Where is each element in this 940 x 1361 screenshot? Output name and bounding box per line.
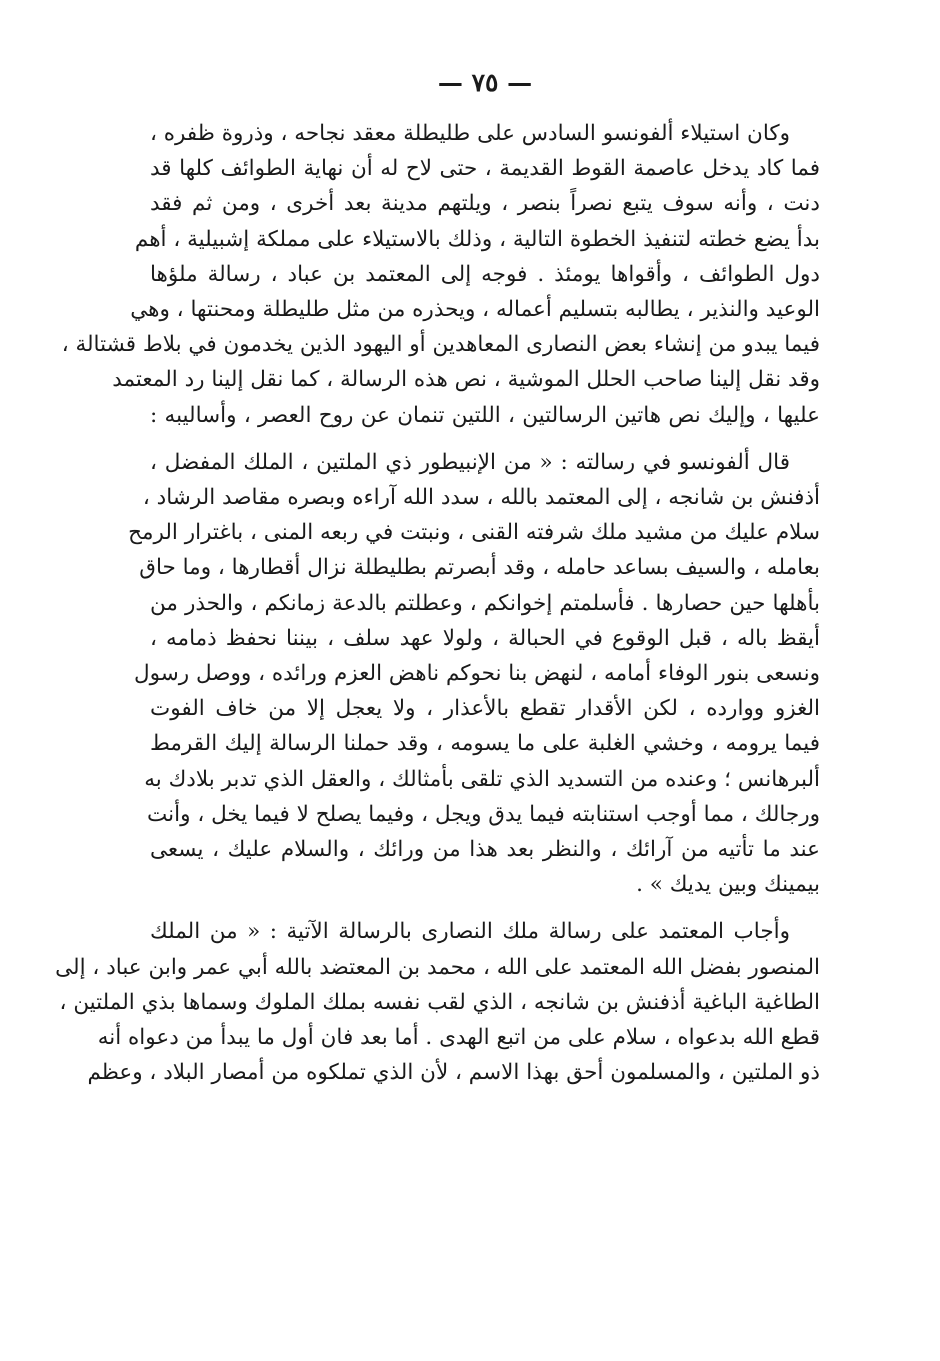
- text-line: أيقظ باله ، قبل الوقوع في الحبالة ، ولولا عهد سلف ، بيننا نحفظ ذمامه ،: [150, 625, 820, 651]
- text-line: دول الطوائف ، وأقواها يومئذ . فوجه إلى المعتمد بن عباد ، رسالة ملؤها: [150, 261, 820, 287]
- text-line: المنصور بفضل الله المعتمد على الله ، محمد بن المعتضد بالله أبي عمر وابن عباد ، إلى: [55, 954, 820, 980]
- text-line: وكان استيلاء ألفونسو السادس على طليطلة معقد نجاحه ، وذروة ظفره ،: [149, 121, 790, 146]
- paragraph-2: [128, 445, 820, 903]
- text-line: ذو الملتين ، والمسلمون أحق بهذا الاسم ، لأن الذي تملكوه من أمصار البلاد ، وعظم: [87, 1060, 820, 1086]
- text-line: فما كاد يدخل عاصمة القوط القديمة ، حتى لاح له أن نهاية الطوائف كلها قد: [150, 156, 820, 182]
- text-line: دنت ، وأنه سوف يتبع نصراً بنصر ، ويلتهم مدينة بعد أخرى ، ومن ثم فقد: [150, 191, 820, 217]
- text-line: فيما يرومه ، وخشي الغلبة على ما يسومه ، وقد حملنا الرسالة إليك القرمط: [150, 731, 820, 757]
- text-line: وقد نقل إلينا صاحب الحلل الموشية ، نص هذه الرسالة ، كما نقل إلينا رد المعتمد: [112, 367, 820, 393]
- text-line: ألبرهانس ؛ وعنده من التسديد الذي تلقى بأمثالك ، والعقل الذي تدبر بلادك به: [144, 766, 820, 792]
- text-line: بعامله ، والسيف بساعد حامله ، وقد أبصرتم بطليطلة نزال أقطارها ، وما حاق: [139, 555, 820, 581]
- text-line: بأهلها حين حصارها . فأسلمتم إخوانكم ، وعطلتم بالدعة زمانكم ، والحذر من: [150, 590, 820, 616]
- text-line: وأجاب المعتمد على رسالة ملك النصارى بالرسالة الآتية : « من الملك: [150, 919, 790, 945]
- paragraph-3: [55, 914, 820, 1090]
- text-line: بيمينك وبين يديك » .: [636, 872, 820, 898]
- text-line: فيما يبدو من إنشاء بعض النصارى المعاهدين أو اليهود الذين يخدمون في بلاط قشتالة ،: [61, 332, 820, 358]
- text-line: ونسعى بنور الوفاء أمامه ، لنهض بنا نحوكم ناهض العزم ورائده ، ووصل رسول: [134, 661, 820, 687]
- text-line: ورجالك ، مما أوجب استنابته فيما يدق ويجل ، وفيما يصلح لا فيما يخل ، وأنت: [147, 801, 820, 827]
- text-line: الوعيد والنذير ، يطالبه بتسليم أعماله ، ويحذره من مثل طليطلة ومحنتها ، وهي: [130, 297, 820, 323]
- text-line: أذفنش بن شانجه ، إلى المعتمد بالله ، سدد الله آراءه وبصره مقاصد الرشاد ،: [142, 485, 820, 511]
- text-line: عليها ، وإليك نص هاتين الرسالتين ، اللتين تنمان عن روح العصر ، وأساليبه :: [150, 402, 820, 428]
- paragraph-1: [61, 116, 820, 433]
- text-line: بدأ يضع خطته لتنفيذ الخطوة التالية ، وذلك بالاستيلاء على مملكة إشبيلية ، أهم: [134, 226, 820, 252]
- text-line: قطع الله بدعواه ، سلام على من اتبع الهدى . أما بعد فان أول ما يبدأ من دعواه أنه: [97, 1025, 820, 1051]
- text-line: الغزو ووارده ، لكن الأقدار تقطع بالأعذار ، ولا يعجل إلا من خاف الفوت: [150, 696, 820, 722]
- text-line: سلام عليك من مشيد ملك شرفته القنى ، ونبتت في ربعه المنى ، باغترار الرمح: [128, 520, 820, 546]
- page-number: — ٧٥ —: [437, 68, 533, 97]
- book-page: [55, 58, 820, 1090]
- text-line: عند ما تأتيه من آرائك ، والنظر بعد هذا من ورائك ، والسلام عليك ، يسعى: [150, 837, 820, 863]
- text-line: قال ألفونسو في رسالته : « من الإنبيطور ذي الملتين ، الملك المفضل ،: [150, 449, 790, 475]
- text-line: الطاغية الباغية أذفنش بن شانجه ، الذي لقب نفسه بملك الملوك وسماها بذي الملتين ،: [59, 989, 820, 1015]
